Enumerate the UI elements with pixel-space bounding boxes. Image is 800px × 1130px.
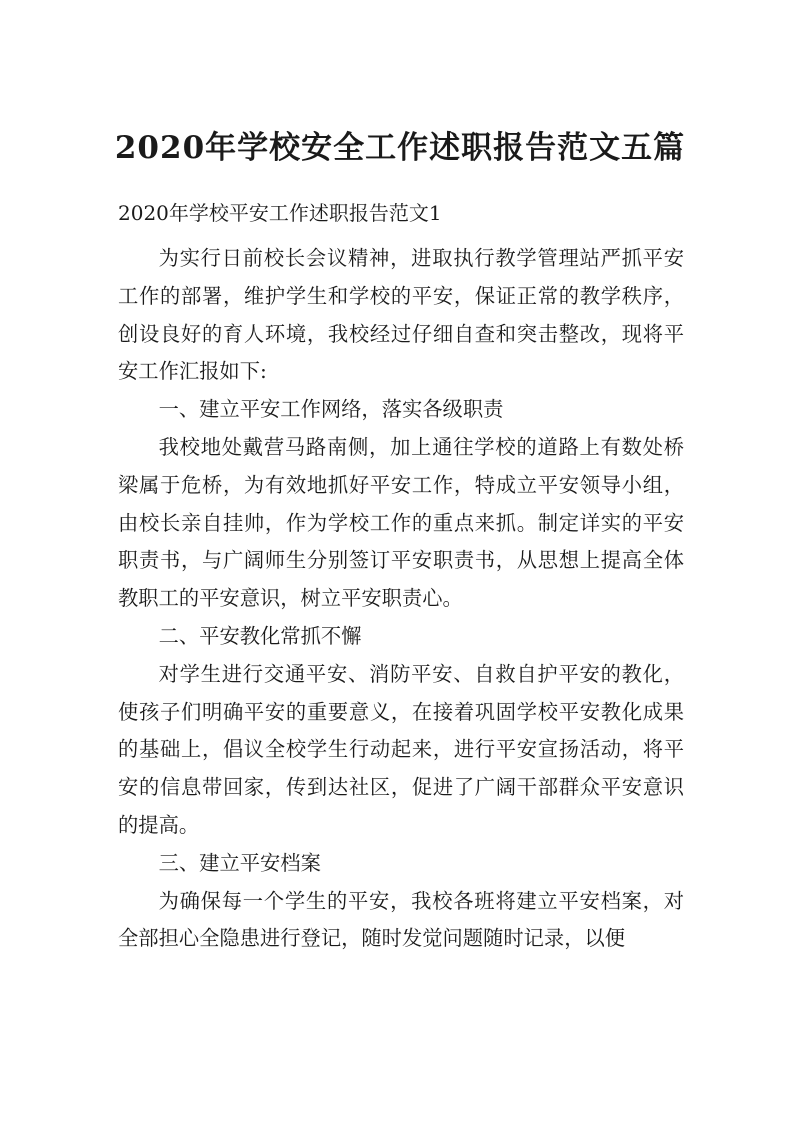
document-title: 2020年学校安全工作述职报告范文五篇 [114, 130, 686, 166]
document-body [118, 198, 684, 958]
section-heading-3: 三、建立平安档案 [158, 850, 321, 875]
section-subtitle: 2020年学校平安工作述职报告范文1 [118, 201, 442, 225]
section-heading-2: 二、平安教化常抓不懈 [158, 623, 362, 648]
section-heading-1: 一、建立平安工作网络，落实各级职责 [158, 397, 504, 422]
section-paragraph-1: 我校地处戴营马路南侧，加上通往学校的道路上有数处桥梁属于危桥，为有效地抓好平安工作，特成立平安领导小组，由校长亲自挂帅，作为学校工作的重点来抓。制定详实的平安职责书，与广阔师生分别签订平安职责书，从思想上提高全体教职工的平安意识，树立平安职责心。 [118, 434, 684, 611]
intro-paragraph: 为实行日前校长会议精神，进取执行教学管理站严抓平安工作的部署，维护学生和学校的平安，保证正常的教学秩序，创设良好的育人环境，我校经过仔细自查和突击整改，现将平安工作汇报如下: [118, 246, 684, 384]
section-paragraph-2: 对学生进行交通平安、消防平安、自救自护平安的教化，使孩子们明确平安的重要意义，在接着巩固学校平安教化成果的基础上，倡议全校学生行动起来，进行平安宣扬活动，将平安的信息带回家，传到达社区，促进了广阔干部群众平安意识的提高。 [118, 661, 684, 837]
section-paragraph-3: 为确保每一个学生的平安，我校各班将建立平安档案，对全部担心全隐患进行登记，随时发觉问题随时记录，以便 [118, 888, 684, 951]
